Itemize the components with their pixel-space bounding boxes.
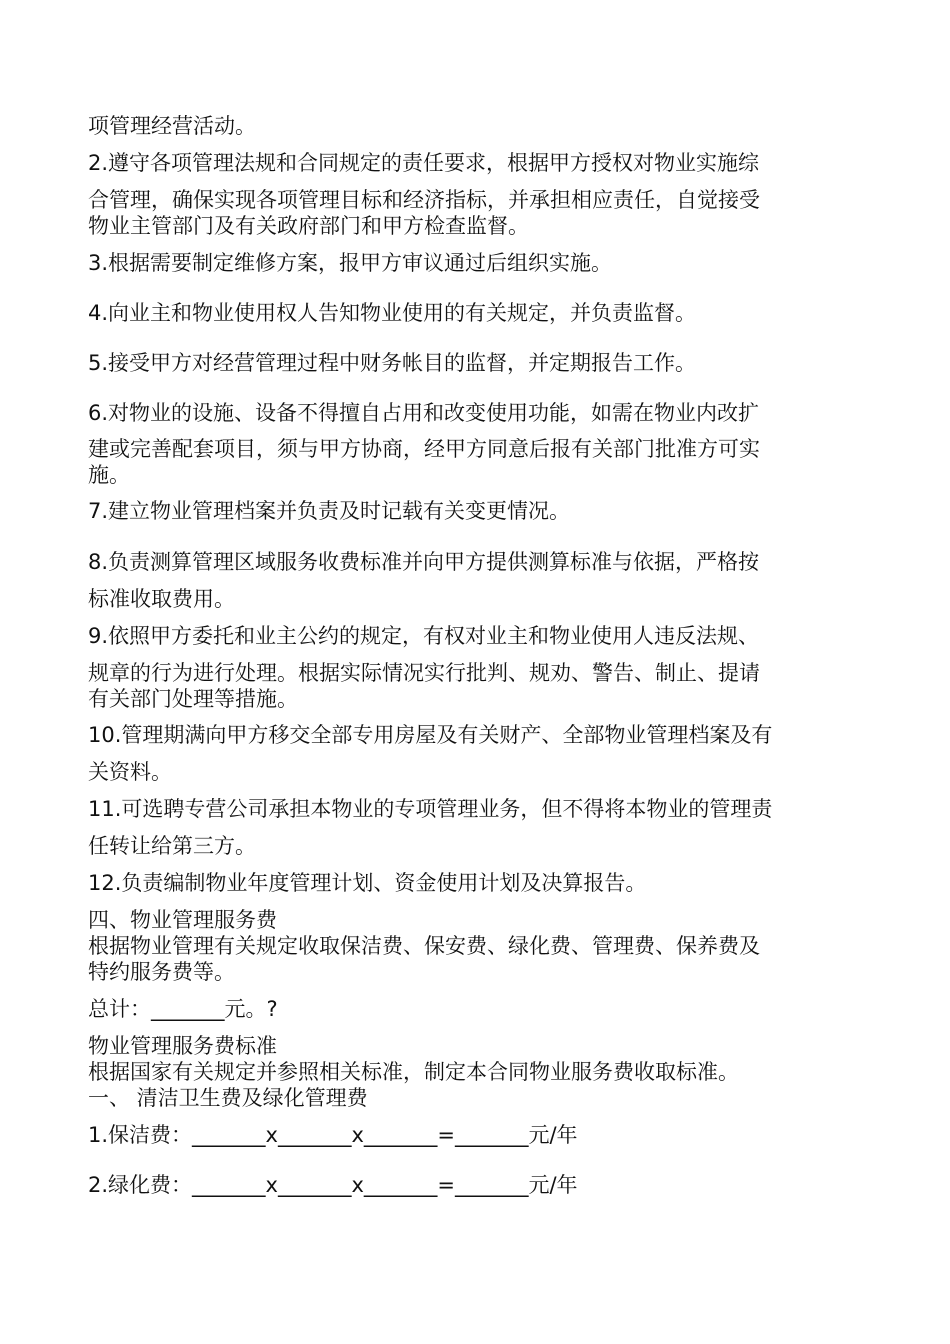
text-line: 根据国家有关规定并参照相关标准，制定本合同物业服务费收取标准。 (88, 1060, 739, 1084)
text-line: 2.遵守各项管理法规和合同规定的责任要求，根据甲方授权对物业实施综 (88, 151, 760, 175)
text-line: 规章的行为进行处理。根据实际情况实行批判、规劝、警告、制止、提请 (88, 661, 760, 685)
text-line: 施。 (88, 463, 130, 487)
fee-line: 1.保洁费：_______x_______x_______=_______元/年 (88, 1123, 578, 1147)
fee-line: 2.绿化费：_______x_______x_______=_______元/年 (88, 1173, 578, 1197)
text-line: 11.可选聘专营公司承担本物业的专项管理业务，但不得将本物业的管理责 (88, 797, 773, 821)
text-line: 5.接受甲方对经营管理过程中财务帐目的监督，并定期报告工作。 (88, 351, 697, 375)
text-line: 12.负责编制物业年度管理计划、资金使用计划及决算报告。 (88, 871, 647, 895)
text-line: 建或完善配套项目，须与甲方协商，经甲方同意后报有关部门批准方可实 (88, 437, 760, 461)
text-line: 8.负责测算管理区域服务收费标准并向甲方提供测算标准与依据，严格按 (88, 550, 760, 574)
text-line: 物业主管部门及有关政府部门和甲方检查监督。 (88, 214, 529, 238)
section-heading: 物业管理服务费标准 (88, 1034, 277, 1058)
text-line: 项管理经营活动。 (88, 114, 256, 138)
text-line: 标准收取费用。 (88, 587, 235, 611)
text-line: 4.向业主和物业使用权人告知物业使用的有关规定，并负责监督。 (88, 301, 697, 325)
text-line: 特约服务费等。 (88, 960, 235, 984)
text-line: 任转让给第三方。 (88, 834, 256, 858)
text-line: 合管理，确保实现各项管理目标和经济指标，并承担相应责任，自觉接受 (88, 188, 760, 212)
text-line: 9.依照甲方委托和业主公约的规定，有权对业主和物业使用人违反法规、 (88, 624, 760, 648)
text-line: 根据物业管理有关规定收取保洁费、保安费、绿化费、管理费、保养费及 (88, 934, 760, 958)
text-line: 有关部门处理等措施。 (88, 687, 298, 711)
section-heading: 一、 清洁卫生费及绿化管理费 (88, 1086, 368, 1110)
text-line: 7.建立物业管理档案并负责及时记载有关变更情况。 (88, 499, 571, 523)
text-line: 关资料。 (88, 760, 172, 784)
total-line: 总计：_______元。? (88, 997, 278, 1021)
text-line: 3.根据需要制定维修方案，报甲方审议通过后组织实施。 (88, 251, 613, 275)
text-line: 10.管理期满向甲方移交全部专用房屋及有关财产、全部物业管理档案及有 (88, 723, 773, 747)
text-line: 6.对物业的设施、设备不得擅自占用和改变使用功能，如需在物业内改扩 (88, 401, 760, 425)
section-heading: 四、物业管理服务费 (88, 908, 277, 932)
